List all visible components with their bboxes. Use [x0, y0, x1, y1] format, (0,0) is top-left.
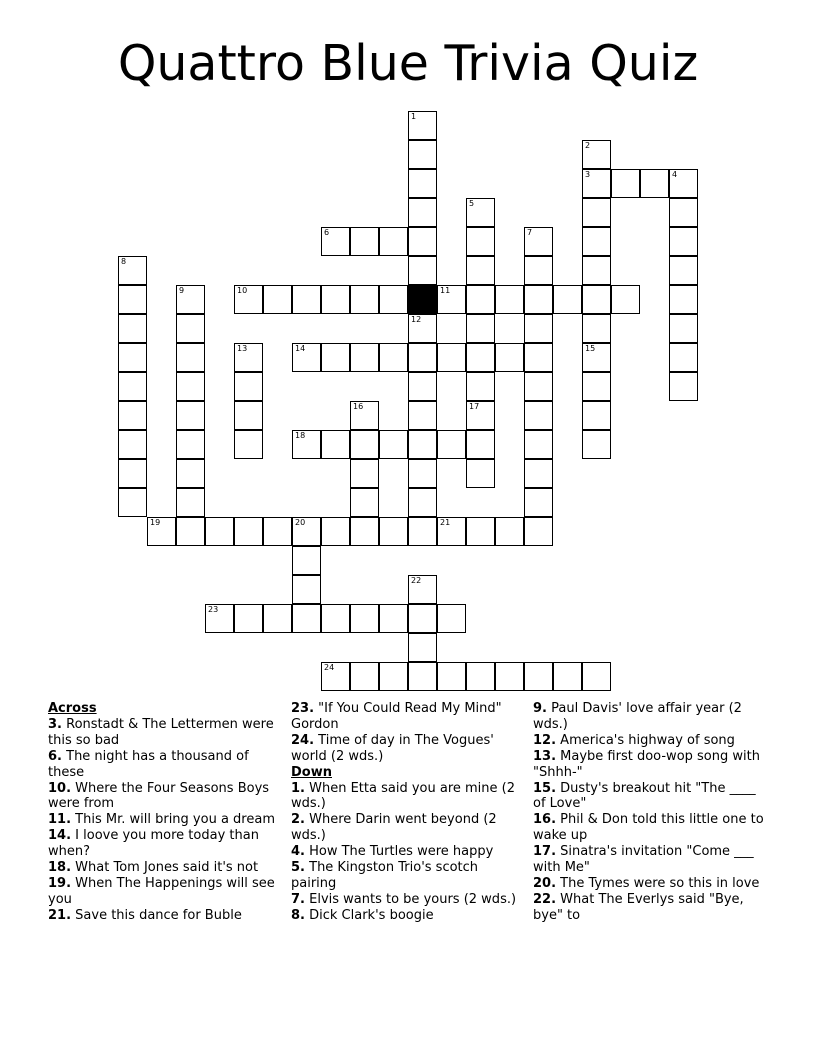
grid-cell[interactable]: [350, 488, 379, 517]
clue-item-number: 10.: [48, 780, 72, 796]
clue-item-number: 2.: [291, 812, 305, 828]
grid-cell[interactable]: [350, 604, 379, 633]
clue-item: [48, 749, 280, 781]
clue-number: 19: [150, 518, 161, 527]
clue-item-text: Phil & Don told this little one to wake up: [533, 812, 764, 844]
clue-item: [48, 876, 280, 908]
clue-item-number: 9.: [533, 701, 547, 716]
grid-cell[interactable]: [379, 430, 408, 459]
clue-item-text: Where Darin went beyond (2 wds.): [291, 812, 497, 844]
clue-item: [48, 908, 280, 924]
clue-number: 21: [440, 518, 451, 527]
grid-cell[interactable]: [582, 140, 611, 169]
clue-item: [48, 812, 280, 828]
grid-cell[interactable]: [669, 343, 698, 372]
grid-cell[interactable]: [524, 227, 553, 256]
grid-cell[interactable]: [176, 372, 205, 401]
clue-item: [533, 844, 765, 876]
grid-cell[interactable]: [321, 517, 350, 546]
grid-cell[interactable]: [234, 401, 263, 430]
clue-item-text: When Etta said you are mine (2 wds.): [291, 780, 515, 812]
grid-cell[interactable]: [350, 662, 379, 691]
clue-item-number: 12.: [533, 732, 557, 748]
grid-cell[interactable]: [176, 517, 205, 546]
page-title: Quattro Blue Trivia Quiz: [117, 35, 699, 92]
clue-item: [291, 733, 523, 765]
grid-cell[interactable]: [582, 198, 611, 227]
across-clue-list: [48, 717, 280, 924]
clue-item-number: 21.: [48, 907, 72, 923]
clue-item-text: What Tom Jones said it's not: [75, 860, 259, 876]
grid-cell[interactable]: [118, 488, 147, 517]
clue-item-text: The night has a thousand of these: [48, 748, 249, 780]
grid-cell[interactable]: [321, 430, 350, 459]
grid-cell[interactable]: [350, 285, 379, 314]
grid-cell[interactable]: [321, 227, 350, 256]
grid-cell[interactable]: [350, 459, 379, 488]
clue-number: 11: [440, 286, 451, 295]
grid-cell[interactable]: [466, 517, 495, 546]
grid-cell[interactable]: [379, 517, 408, 546]
clue-item-text: Dusty's breakout hit "The ____ of Love": [533, 780, 756, 812]
clue-item-text: The Tymes were so this in love: [560, 875, 760, 891]
grid-cell[interactable]: [379, 343, 408, 372]
grid-cell[interactable]: [408, 198, 437, 227]
grid-cell[interactable]: [408, 227, 437, 256]
grid-cell[interactable]: [408, 633, 437, 662]
clue-number: 6: [324, 228, 330, 237]
grid-cell[interactable]: [292, 343, 321, 372]
grid-cell[interactable]: [466, 256, 495, 285]
grid-cell[interactable]: [437, 604, 466, 633]
clue-item: [291, 781, 523, 813]
grid-cell[interactable]: [582, 285, 611, 314]
grid-cell[interactable]: [408, 111, 437, 140]
clue-item-number: 20.: [533, 875, 557, 891]
grid-cell[interactable]: [176, 343, 205, 372]
clue-item-text: I loove you more today than when?: [48, 828, 259, 860]
grid-cell[interactable]: [408, 401, 437, 430]
grid-cell[interactable]: [669, 314, 698, 343]
grid-cell[interactable]: [408, 575, 437, 604]
grid-cell[interactable]: [466, 314, 495, 343]
clue-item: [291, 892, 523, 908]
grid-cell[interactable]: [234, 517, 263, 546]
clue-number: 20: [295, 518, 306, 527]
clue-item-number: 6.: [48, 748, 62, 764]
clue-item: [291, 812, 523, 844]
clue-number: 15: [585, 344, 596, 353]
grid-cell[interactable]: [524, 343, 553, 372]
across-header: Across: [48, 701, 97, 716]
grid-cell[interactable]: [234, 604, 263, 633]
grid-cell[interactable]: [524, 372, 553, 401]
grid-cell[interactable]: [263, 604, 292, 633]
grid-cell[interactable]: [669, 372, 698, 401]
down-clue-list-continued: [533, 701, 765, 924]
clue-item-text: Maybe first doo-wop song with "Shhh-": [533, 748, 760, 780]
clue-item-text: Dick Clark's boogie: [309, 907, 434, 923]
clue-number: 9: [179, 286, 185, 295]
clue-item-number: 24.: [291, 732, 315, 748]
grid-cell[interactable]: [524, 517, 553, 546]
grid-cell[interactable]: [466, 430, 495, 459]
grid-cell[interactable]: [408, 372, 437, 401]
clue-number: 14: [295, 344, 306, 353]
grid-cell[interactable]: [234, 372, 263, 401]
grid-cell[interactable]: [292, 546, 321, 575]
grid-cell[interactable]: [147, 517, 176, 546]
grid-cell[interactable]: [321, 662, 350, 691]
grid-cell[interactable]: [582, 256, 611, 285]
grid-cell[interactable]: [466, 459, 495, 488]
grid-cell[interactable]: [321, 604, 350, 633]
grid-cell[interactable]: [292, 575, 321, 604]
grid-cell[interactable]: [553, 662, 582, 691]
grid-cell[interactable]: [582, 401, 611, 430]
clue-item-text: Time of day in The Vogues' world (2 wds.): [291, 732, 494, 764]
grid-cell[interactable]: [292, 430, 321, 459]
clue-item: [291, 860, 523, 892]
grid-cell[interactable]: [118, 343, 147, 372]
grid-cell[interactable]: [176, 459, 205, 488]
grid-cell[interactable]: [553, 285, 582, 314]
down-clue-list: [291, 781, 523, 924]
grid-cell[interactable]: [582, 227, 611, 256]
grid-cell[interactable]: [408, 256, 437, 285]
grid-cell[interactable]: [582, 169, 611, 198]
clue-item: [48, 717, 280, 749]
clue-item: [291, 908, 523, 924]
black-square: [408, 285, 437, 314]
grid-cell[interactable]: [437, 343, 466, 372]
clue-item-text: Save this dance for Buble: [75, 907, 242, 923]
grid-cell[interactable]: [321, 343, 350, 372]
grid-cell[interactable]: [408, 343, 437, 372]
grid-cell[interactable]: [437, 285, 466, 314]
grid-cell[interactable]: [408, 604, 437, 633]
clue-number: 8: [121, 257, 127, 266]
grid-cell[interactable]: [466, 372, 495, 401]
grid-cell[interactable]: [292, 285, 321, 314]
clue-item: [533, 749, 765, 781]
clue-item: [291, 701, 523, 733]
grid-cell[interactable]: [205, 604, 234, 633]
grid-cell[interactable]: [118, 256, 147, 285]
clue-item-text: Sinatra's invitation "Come ___ with Me": [533, 844, 754, 876]
clue-item-number: 1.: [291, 780, 305, 796]
grid-cell[interactable]: [234, 285, 263, 314]
down-header: Down: [291, 764, 332, 780]
grid-cell[interactable]: [176, 285, 205, 314]
grid-cell[interactable]: [118, 401, 147, 430]
clue-number: 12: [411, 315, 422, 324]
clue-item: [533, 876, 765, 892]
clue-item-text: This Mr. will bring you a dream: [75, 812, 275, 828]
clue-item-number: 8.: [291, 907, 305, 923]
clue-item-text: When The Happenings will see you: [48, 875, 275, 907]
grid-cell[interactable]: [640, 169, 669, 198]
grid-cell[interactable]: [408, 459, 437, 488]
clue-item: [533, 812, 765, 844]
grid-cell[interactable]: [582, 662, 611, 691]
grid-cell[interactable]: [495, 662, 524, 691]
grid-cell[interactable]: [176, 401, 205, 430]
clue-item-number: 18.: [48, 860, 72, 876]
clue-item: [533, 701, 765, 733]
clue-item: [533, 892, 765, 924]
grid-cell[interactable]: [118, 372, 147, 401]
grid-cell[interactable]: [408, 488, 437, 517]
clue-item-text: Paul Davis' love affair year (2 wds.): [533, 701, 742, 732]
grid-cell[interactable]: [408, 169, 437, 198]
grid-cell[interactable]: [350, 227, 379, 256]
clue-number: 3: [585, 170, 591, 179]
clue-item-number: 11.: [48, 812, 72, 828]
clue-item: [48, 828, 280, 860]
clue-item-text: America's highway of song: [560, 732, 735, 748]
clue-item-text: Elvis wants to be yours (2 wds.): [309, 891, 517, 907]
grid-cell[interactable]: [466, 343, 495, 372]
grid-cell[interactable]: [205, 517, 234, 546]
clues-column-2: [291, 701, 523, 924]
grid-cell[interactable]: [466, 227, 495, 256]
clue-item: [48, 781, 280, 813]
clue-item-number: 7.: [291, 891, 305, 907]
clue-item-text: "If You Could Read My Mind" Gordon: [291, 701, 502, 732]
clue-number: 23: [208, 605, 219, 614]
clue-number: 18: [295, 431, 306, 440]
grid-cell[interactable]: [524, 488, 553, 517]
grid-cell[interactable]: [408, 314, 437, 343]
grid-cell[interactable]: [524, 314, 553, 343]
grid-cell[interactable]: [524, 285, 553, 314]
grid-cell[interactable]: [582, 372, 611, 401]
grid-cell[interactable]: [379, 285, 408, 314]
clue-item-text: What The Everlys said "Bye, bye" to: [533, 891, 744, 923]
clue-number: 5: [469, 199, 475, 208]
clue-item-number: 23.: [291, 701, 315, 716]
clue-item: [48, 860, 280, 876]
clue-item-number: 13.: [533, 748, 557, 764]
clue-item-text: Where the Four Seasons Boys were from: [48, 780, 270, 812]
grid-cell[interactable]: [234, 343, 263, 372]
clue-item-number: 16.: [533, 812, 557, 828]
clues-column-1: [48, 701, 280, 924]
grid-cell[interactable]: [669, 285, 698, 314]
clue-number: 17: [469, 402, 480, 411]
grid-cell[interactable]: [350, 430, 379, 459]
grid-cell[interactable]: [524, 459, 553, 488]
grid-cell[interactable]: [379, 227, 408, 256]
grid-cell[interactable]: [408, 662, 437, 691]
grid-cell[interactable]: [669, 198, 698, 227]
grid-cell[interactable]: [437, 430, 466, 459]
clue-item-number: 3.: [48, 716, 62, 732]
grid-cell[interactable]: [263, 285, 292, 314]
clue-number: 2: [585, 141, 591, 150]
clue-number: 10: [237, 286, 248, 295]
clue-number: 16: [353, 402, 364, 411]
grid-cell[interactable]: [437, 662, 466, 691]
grid-cell[interactable]: [466, 198, 495, 227]
clue-number: 7: [527, 228, 533, 237]
grid-cell[interactable]: [379, 604, 408, 633]
grid-cell[interactable]: [118, 285, 147, 314]
clues-column-3: [533, 701, 765, 924]
grid-cell[interactable]: [408, 517, 437, 546]
grid-cell[interactable]: [669, 227, 698, 256]
clue-item-number: 17.: [533, 844, 557, 860]
clue-item-text: How The Turtles were happy: [309, 844, 494, 860]
grid-cell[interactable]: [350, 517, 379, 546]
grid-cell[interactable]: [292, 604, 321, 633]
clue-number: 13: [237, 344, 248, 353]
grid-cell[interactable]: [495, 343, 524, 372]
grid-cell[interactable]: [524, 662, 553, 691]
grid-cell[interactable]: [350, 343, 379, 372]
grid-cell[interactable]: [350, 401, 379, 430]
clue-item-number: 14.: [48, 828, 72, 844]
clue-number: 1: [411, 112, 417, 121]
clue-item-text: Ronstadt & The Lettermen were this so bad: [48, 716, 274, 748]
clue-item: [533, 781, 765, 813]
grid-cell[interactable]: [263, 517, 292, 546]
grid-cell[interactable]: [582, 430, 611, 459]
grid-cell[interactable]: [292, 517, 321, 546]
across-clue-list-continued: [291, 701, 523, 765]
grid-cell[interactable]: [524, 256, 553, 285]
clue-item-number: 15.: [533, 780, 557, 796]
grid-cell[interactable]: [176, 314, 205, 343]
clue-item-number: 19.: [48, 875, 72, 891]
grid-cell[interactable]: [321, 285, 350, 314]
grid-cell[interactable]: [495, 285, 524, 314]
clue-item-number: 22.: [533, 891, 557, 907]
grid-cell[interactable]: [234, 430, 263, 459]
clue-item: [291, 844, 523, 860]
clue-item-number: 4.: [291, 844, 305, 860]
grid-cell[interactable]: [118, 314, 147, 343]
clue-number: 22: [411, 576, 422, 585]
grid-cell[interactable]: [611, 285, 640, 314]
clue-item-text: The Kingston Trio's scotch pairing: [291, 860, 479, 891]
grid-cell[interactable]: [582, 343, 611, 372]
grid-cell[interactable]: [176, 430, 205, 459]
grid-cell[interactable]: [582, 314, 611, 343]
grid-cell[interactable]: [379, 662, 408, 691]
grid-cell[interactable]: [118, 430, 147, 459]
clue-number: 4: [672, 170, 678, 179]
grid-cell[interactable]: [524, 430, 553, 459]
grid-cell[interactable]: [524, 401, 553, 430]
grid-cell[interactable]: [408, 140, 437, 169]
grid-cell[interactable]: [118, 459, 147, 488]
grid-cell[interactable]: [176, 488, 205, 517]
grid-cell[interactable]: [437, 517, 466, 546]
grid-cell[interactable]: [495, 517, 524, 546]
grid-cell[interactable]: [466, 401, 495, 430]
grid-cell[interactable]: [669, 169, 698, 198]
grid-cell[interactable]: [466, 285, 495, 314]
grid-cell[interactable]: [466, 662, 495, 691]
grid-cell[interactable]: [611, 169, 640, 198]
clue-item-number: 5.: [291, 860, 305, 876]
clue-number: 24: [324, 663, 335, 672]
grid-cell[interactable]: [408, 430, 437, 459]
clue-item: [533, 733, 765, 749]
grid-cell[interactable]: [669, 256, 698, 285]
